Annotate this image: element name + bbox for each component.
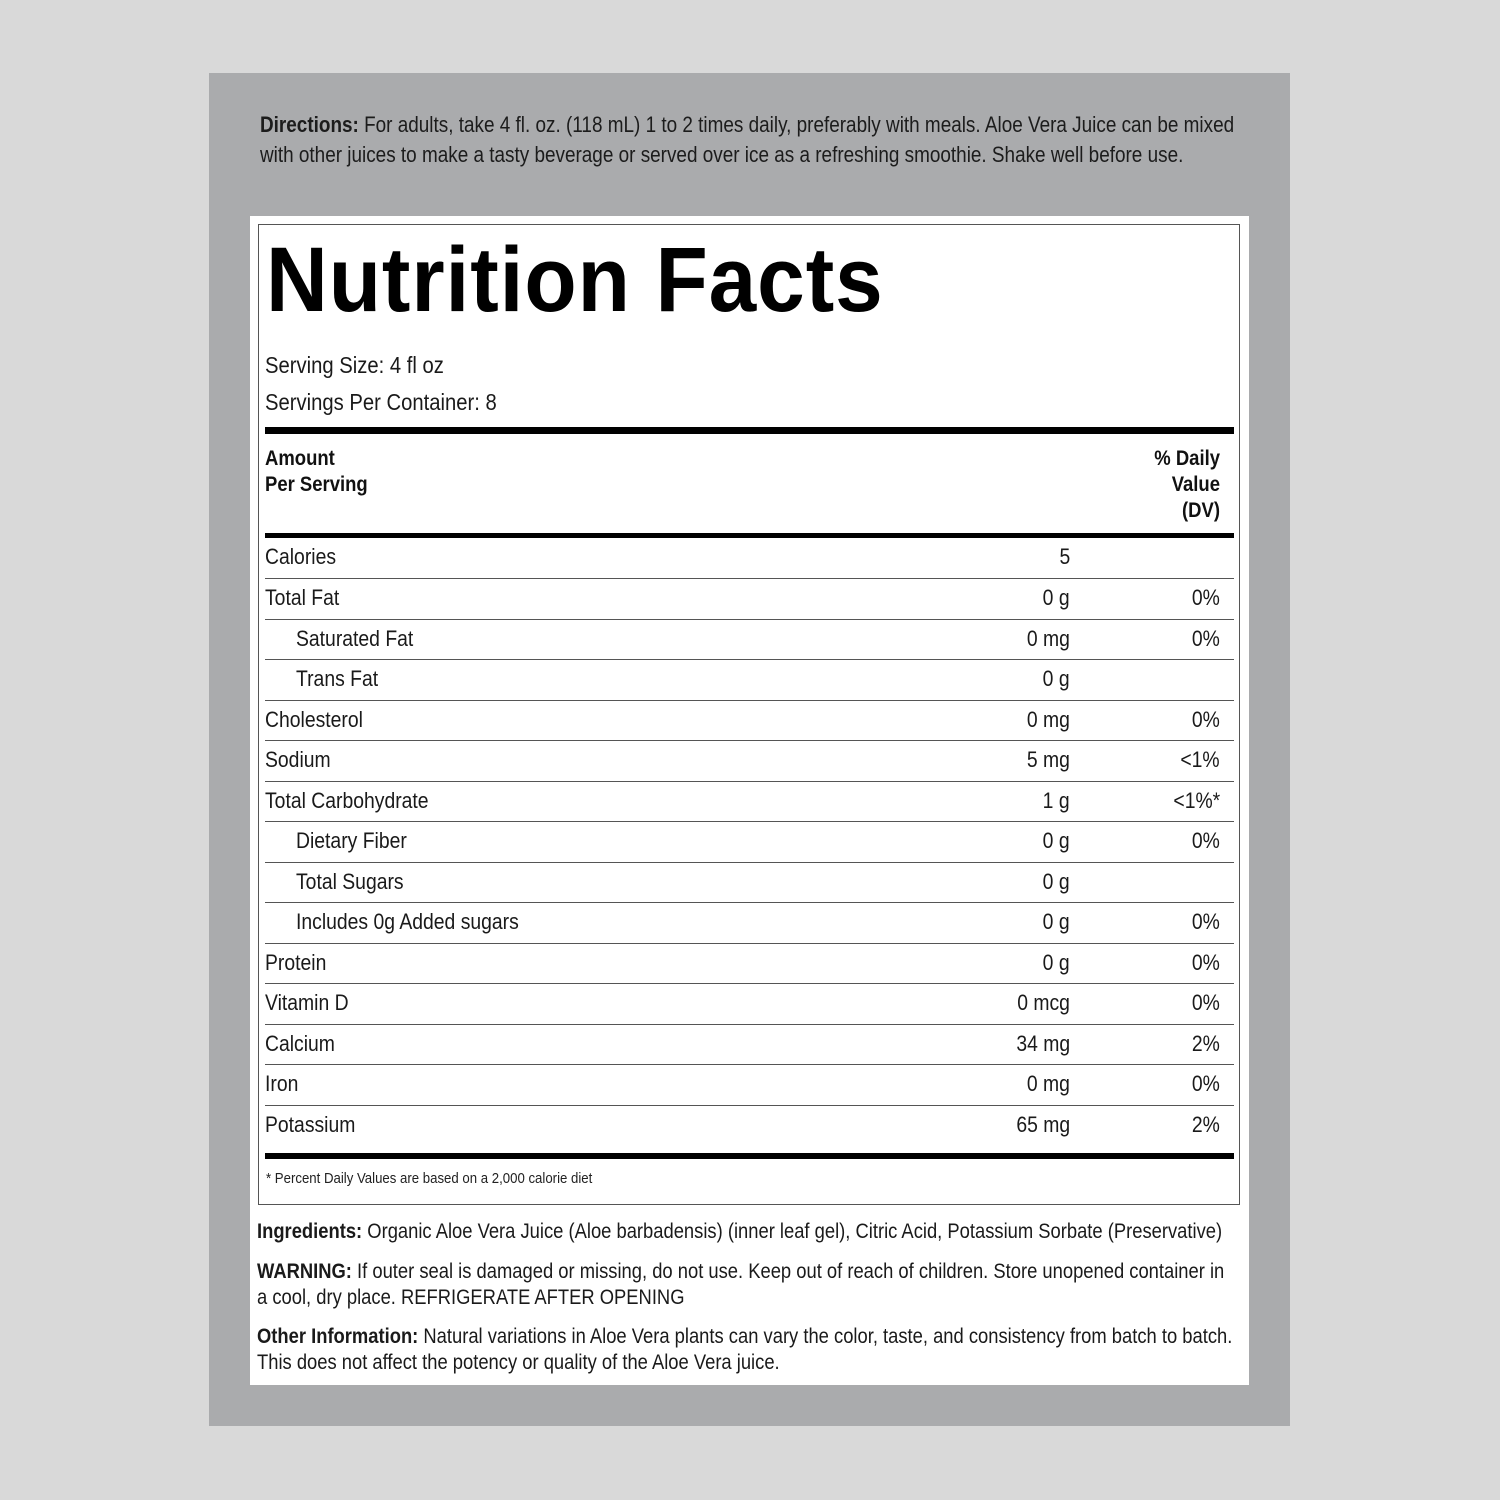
nutrient-amount: 0 g	[1043, 828, 1070, 853]
thick-divider-top	[265, 427, 1234, 434]
nutrient-daily-value: 0%	[1192, 625, 1220, 651]
nutrient-name: Total Carbohydrate	[265, 787, 429, 813]
amount-per-serving-header	[265, 446, 368, 498]
ingredients-text	[257, 1219, 1237, 1245]
nutrient-daily-value: <1%	[1180, 747, 1220, 772]
nutrient-name: Saturated Fat	[296, 625, 414, 651]
nutrient-name: Potassium	[265, 1111, 356, 1137]
nutrient-name: Total Fat	[265, 585, 340, 610]
nutrient-name: Protein	[265, 949, 327, 975]
directions-text	[260, 110, 1249, 169]
nutrient-row	[265, 701, 1234, 742]
nutrient-amount: 0 g	[1043, 585, 1070, 610]
servings-per-container: Servings Per Container: 8	[265, 389, 497, 415]
other-information-text	[257, 1324, 1237, 1376]
nutrient-daily-value: 0%	[1192, 990, 1220, 1015]
nutrient-amount: 0 mcg	[1017, 990, 1070, 1015]
nutrient-name: Iron	[265, 1071, 299, 1096]
nutrient-daily-value: 0%	[1192, 949, 1220, 975]
nutrition-facts-title: Nutrition Facts	[266, 229, 884, 331]
other-information-label: Other Information:	[257, 1325, 419, 1348]
nutrient-name: Vitamin D	[265, 990, 349, 1015]
warning-body: If outer seal is damaged or missing, do not use. Keep out of reach of children. Store unopened container in a cool, dry place. REFRIGERATE AFTER OPENING	[257, 1260, 1225, 1309]
nutrient-amount: 5 mg	[1026, 747, 1070, 772]
ingredients-body: Organic Aloe Vera Juice (Aloe barbadensis) (inner leaf gel), Citric Acid, Potassium Sorbate (Preservative)	[367, 1220, 1223, 1243]
other-information-body: Natural variations in Aloe Vera plants can vary the color, taste, and consistency from batch to batch. This does not affect the potency or quality of the Aloe Vera juice.	[257, 1325, 1233, 1374]
nutrient-row	[265, 538, 1234, 579]
daily-value-header	[1114, 446, 1220, 524]
nutrient-amount: 0 mg	[1026, 706, 1070, 732]
nutrient-name: Trans Fat	[296, 666, 379, 691]
nutrient-row	[265, 822, 1234, 863]
nutrient-row	[265, 1106, 1234, 1146]
nutrient-daily-value: 0%	[1192, 828, 1220, 853]
amount-header-line1: Amount	[265, 447, 335, 470]
nutrient-row	[265, 1065, 1234, 1106]
amount-header-line2: Per Serving	[265, 473, 368, 496]
nutrient-daily-value: <1%*	[1173, 787, 1220, 813]
nutrient-row	[265, 863, 1234, 904]
ingredients-label: Ingredients:	[257, 1220, 363, 1243]
serving-size: Serving Size: 4 fl oz	[265, 352, 444, 378]
nutrient-row	[265, 1025, 1234, 1066]
directions-label: Directions:	[260, 112, 359, 137]
nutrient-row	[265, 903, 1234, 944]
nutrient-name: Calories	[265, 544, 337, 569]
nutrient-name: Sodium	[265, 747, 331, 772]
nutrient-row	[265, 782, 1234, 823]
nutrient-name: Cholesterol	[265, 706, 363, 732]
nutrient-rows	[265, 538, 1234, 1145]
nutrient-amount: 34 mg	[1016, 1030, 1070, 1056]
nutrient-amount: 0 mg	[1026, 625, 1070, 651]
nutrient-amount: 0 g	[1043, 909, 1070, 934]
nutrient-daily-value: 0%	[1192, 1071, 1220, 1096]
warning-text	[257, 1259, 1237, 1311]
nutrient-daily-value: 0%	[1192, 909, 1220, 934]
nutrient-amount: 0 g	[1043, 868, 1070, 894]
nutrient-name: Total Sugars	[296, 868, 404, 894]
nutrient-name: Calcium	[265, 1030, 335, 1056]
nutrient-daily-value: 0%	[1192, 585, 1220, 610]
thick-divider-bottom	[265, 1153, 1234, 1159]
nutrient-row	[265, 660, 1234, 701]
nutrient-amount: 0 g	[1043, 949, 1070, 975]
nutrient-amount: 0 mg	[1026, 1071, 1070, 1096]
daily-value-footnote: * Percent Daily Values are based on a 2,000 calorie diet	[266, 1170, 593, 1187]
nutrient-daily-value: 2%	[1192, 1111, 1220, 1137]
warning-label: WARNING:	[257, 1260, 352, 1283]
nutrient-row	[265, 944, 1234, 985]
nutrient-row	[265, 620, 1234, 661]
nutrient-daily-value: 0%	[1192, 706, 1220, 732]
nutrient-amount: 5	[1059, 544, 1070, 569]
nutrient-daily-value: 2%	[1192, 1030, 1220, 1056]
dv-header-line1: % Daily	[1154, 447, 1220, 470]
dv-header-line2: Value	[1171, 473, 1220, 496]
nutrient-amount: 65 mg	[1016, 1111, 1070, 1137]
nutrient-name: Dietary Fiber	[296, 828, 407, 853]
nutrient-row	[265, 984, 1234, 1025]
nutrient-row	[265, 741, 1234, 782]
dv-header-line3: (DV)	[1182, 499, 1220, 522]
nutrient-name: Includes 0g Added sugars	[296, 909, 519, 934]
nutrient-row	[265, 579, 1234, 620]
nutrient-amount: 1 g	[1043, 787, 1070, 813]
directions-body: For adults, take 4 fl. oz. (118 mL) 1 to 2 times daily, preferably with meals. Aloe Vera Juice can be mixed with other juices to make a tasty beverage or served over ice as a refreshing smoothie. Shake well before use.	[260, 112, 1235, 167]
nutrient-amount: 0 g	[1043, 666, 1070, 691]
